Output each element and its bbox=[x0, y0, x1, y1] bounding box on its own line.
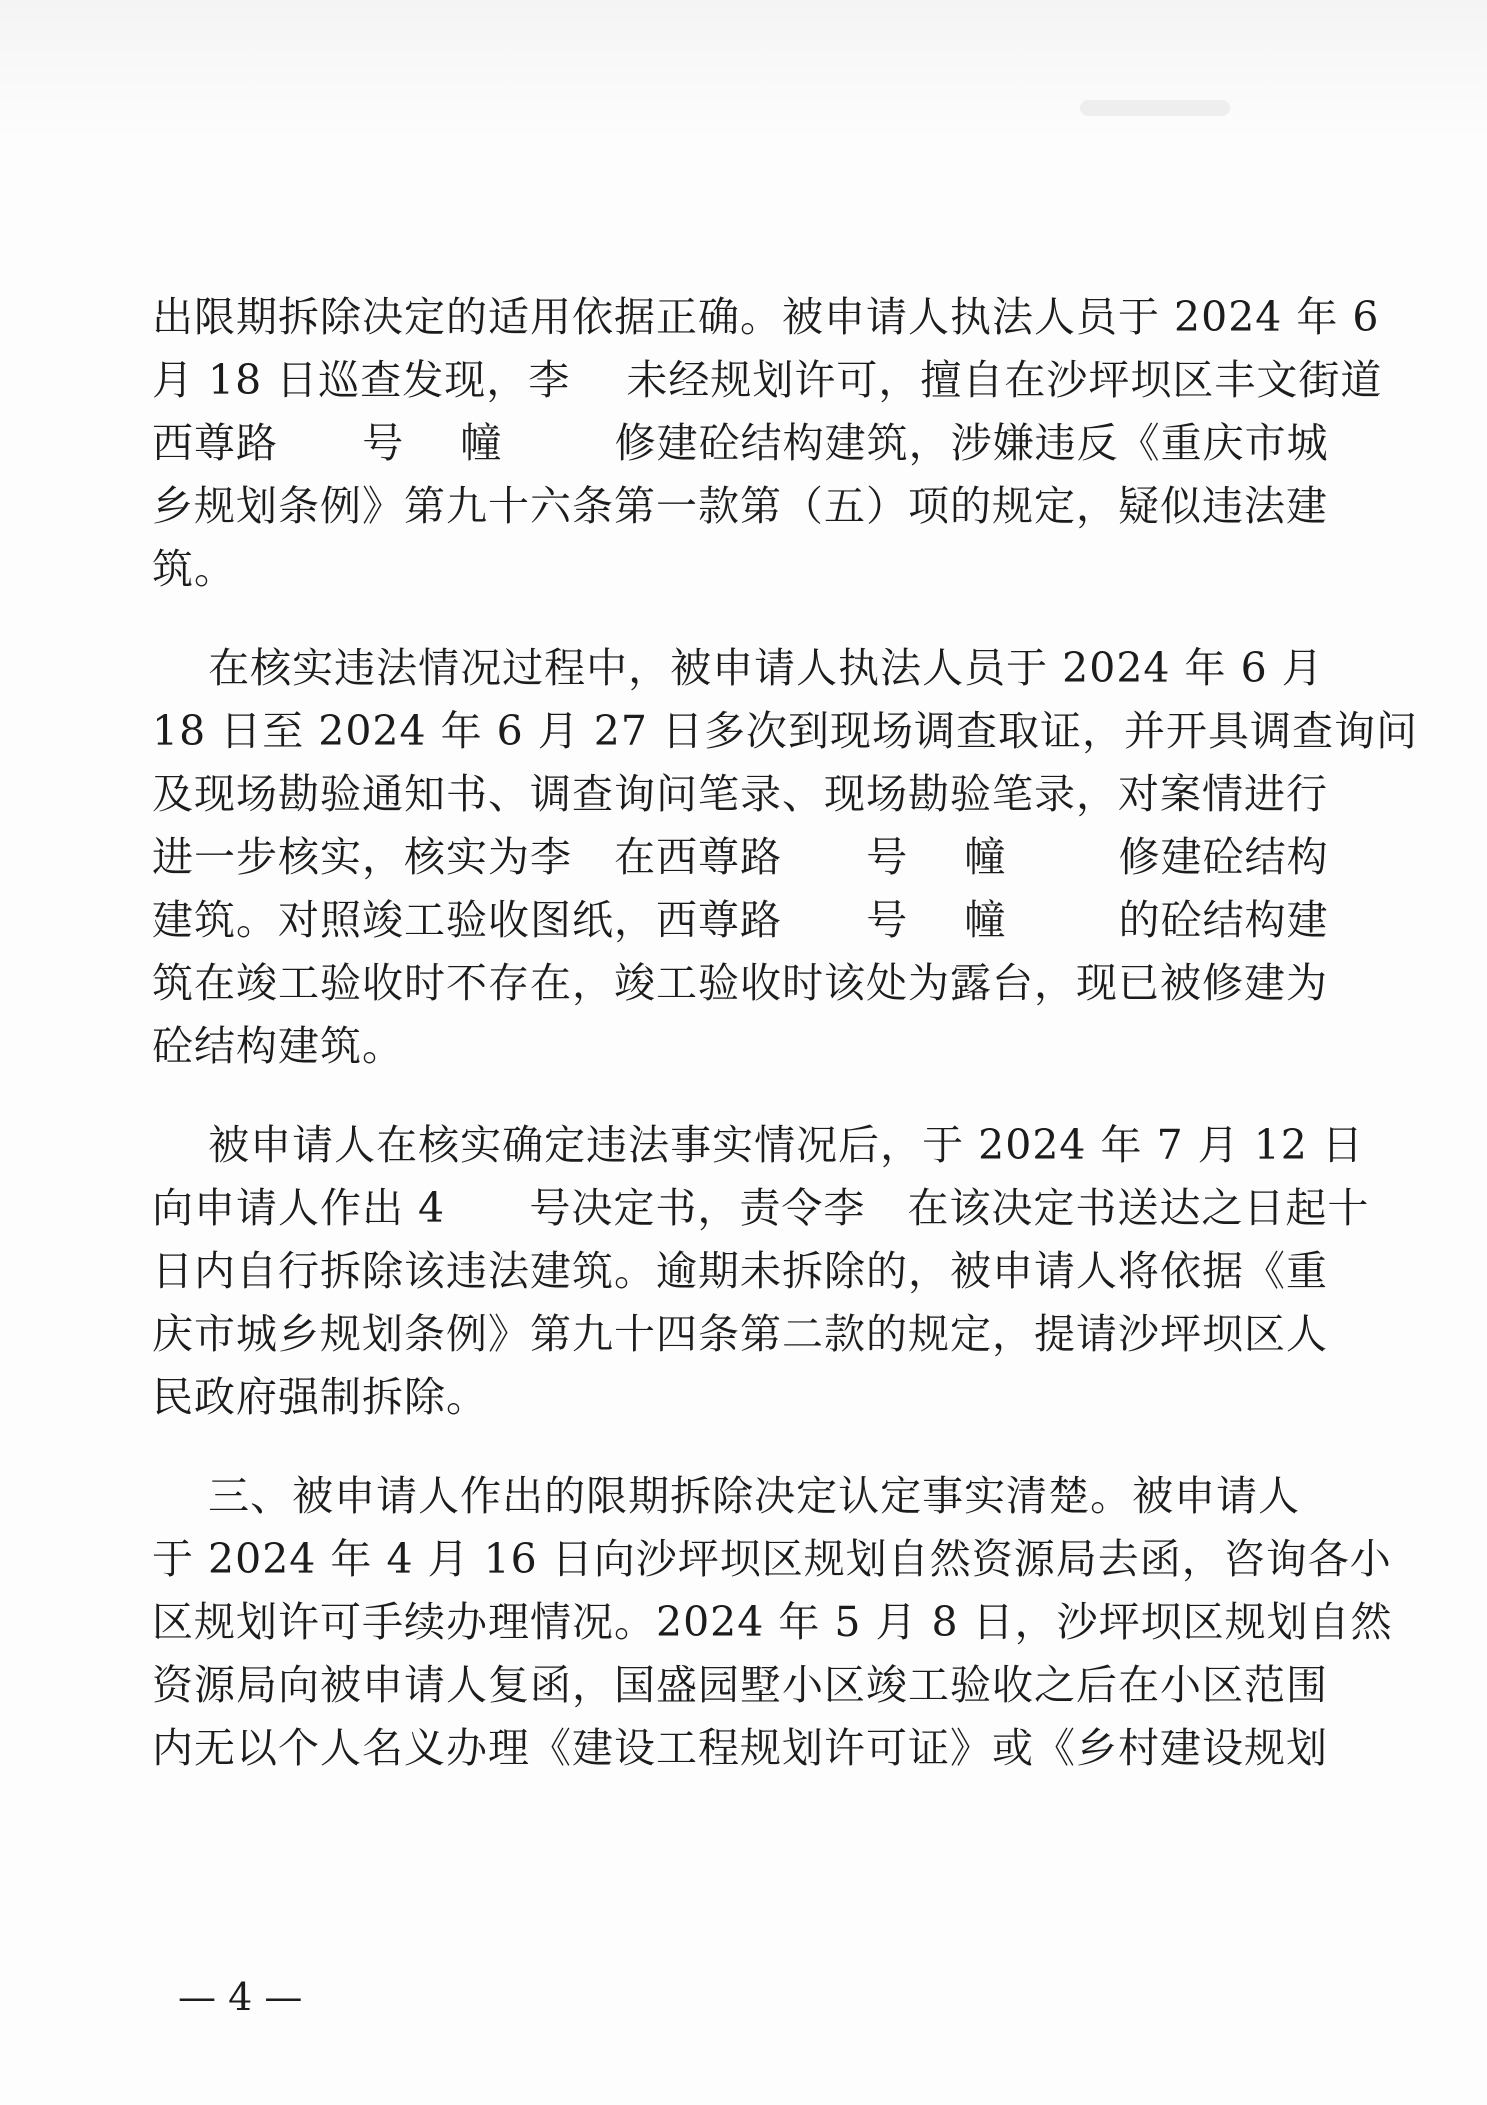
text-line: 向申请人作出 4 号决定书，责令李 在该决定书送达之日起十 bbox=[152, 1184, 1370, 1232]
page-number: — 4 — bbox=[178, 1975, 303, 2019]
text-line: 进一步核实，核实为李 在西尊路 号 幢 修建砼结构 bbox=[152, 833, 1329, 881]
text-line: 三、被申请人作出的限期拆除决定认定事实清楚。被申请人 bbox=[152, 1472, 1301, 1520]
text-line: 被申请人在核实确定违法事实情况后，于 2024 年 7 月 12 日 bbox=[152, 1121, 1364, 1169]
paragraph-1 bbox=[152, 286, 1383, 601]
paragraph-2 bbox=[152, 637, 1418, 1078]
text-line: 筑在竣工验收时不存在，竣工验收时该处为露台，现已被修建为 bbox=[152, 959, 1328, 1007]
text-line: 区规划许可手续办理情况。2024 年 5 月 8 日，沙坪坝区规划自然 bbox=[152, 1598, 1393, 1646]
paragraph-spacer bbox=[152, 601, 1262, 637]
text-line: 筑。 bbox=[152, 545, 236, 593]
text-line: 出限期拆除决定的适用依据正确。被申请人执法人员于 2024 年 6 bbox=[152, 293, 1380, 341]
paragraph-3 bbox=[152, 1114, 1370, 1429]
text-line: 资源局向被申请人复函，国盛园墅小区竣工验收之后在小区范围 bbox=[152, 1661, 1328, 1709]
text-line: 民政府强制拆除。 bbox=[152, 1373, 488, 1421]
text-line: 18 日至 2024 年 6 月 27 日多次到现场调查取证，并开具调查询问 bbox=[152, 707, 1418, 755]
text-line: 及现场勘验通知书、调查询问笔录、现场勘验笔录，对案情进行 bbox=[152, 770, 1328, 818]
text-line: 西尊路 号 幢 修建砼结构建筑，涉嫌违反《重庆市城 bbox=[152, 419, 1329, 467]
scan-shading bbox=[0, 0, 1487, 140]
text-line: 砼结构建筑。 bbox=[152, 1022, 404, 1070]
document-body bbox=[152, 286, 1418, 1780]
text-line: 建筑。对照竣工验收图纸，西尊路 号 幢 的砼结构建 bbox=[152, 896, 1329, 944]
text-line: 内无以个人名义办理《建设工程规划许可证》或《乡村建设规划 bbox=[152, 1724, 1328, 1772]
paragraph-4 bbox=[152, 1465, 1393, 1780]
text-line: 庆市城乡规划条例》第九十四条第二款的规定，提请沙坪坝区人 bbox=[152, 1310, 1328, 1358]
text-line: 月 18 日巡查发现，李 未经规划许可，擅自在沙坪坝区丰文街道 bbox=[152, 356, 1383, 404]
paragraph-spacer bbox=[152, 1078, 1262, 1114]
paragraph-spacer bbox=[152, 1429, 1262, 1465]
text-line: 在核实违法情况过程中，被申请人执法人员于 2024 年 6 月 bbox=[152, 644, 1324, 692]
scan-smudge bbox=[1080, 100, 1230, 116]
text-line: 于 2024 年 4 月 16 日向沙坪坝区规划自然资源局去函，咨询各小 bbox=[152, 1535, 1392, 1583]
text-line: 乡规划条例》第九十六条第一款第（五）项的规定，疑似违法建 bbox=[152, 482, 1328, 530]
text-line: 日内自行拆除该违法建筑。逾期未拆除的，被申请人将依据《重 bbox=[152, 1247, 1328, 1295]
